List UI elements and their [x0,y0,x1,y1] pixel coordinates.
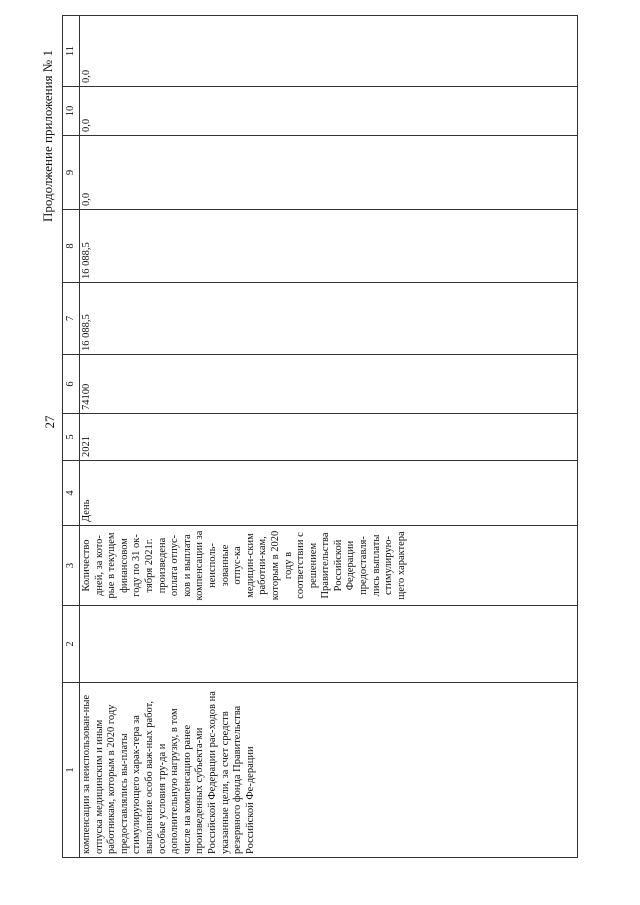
col-header-4: 4 [63,461,80,526]
col-header-8: 8 [63,210,80,283]
cell-col9: 0,0 [80,136,578,210]
col-header-3: 3 [63,526,80,606]
cell-col10: 0,0 [80,87,578,136]
col-header-5: 5 [63,414,80,461]
col-header-6: 6 [63,355,80,414]
table-row [80,16,578,858]
cell-indicator-name: компенсации за неиспользован-ные отпуска медицинским и иным работникам, которым в 2020 году предоставлялись вы-платы стимулирующего харак-тера за выполнение особо важ-ных работ, особые условия тру-да и дополнительную нагрузку, в том числе на компенсацию ранее произведенных субъекта-ми Российской Федерации рас-ходов на указанные цели, за счет средств резервного фонда Правительства Российской Фе-дерации [80,683,578,858]
col-header-11: 11 [63,16,80,87]
col-header-7: 7 [63,283,80,355]
cell-col6: 74100 [80,355,578,414]
cell-year: 2021 [80,414,578,461]
data-table [62,15,578,858]
cell-col7: 16 088,5 [80,283,578,355]
col-header-9: 9 [63,136,80,210]
col-header-1: 1 [63,683,80,858]
table-container [62,16,578,858]
continuation-label: Продолжение приложения № 1 [40,50,55,222]
page-number: 27 [42,415,57,429]
col-header-10: 10 [63,87,80,136]
cell-indicator-description: Количество дней, за кото-рые в текущем финансовом году по 31 ок-тября 2021г. произведена оплата отпус-ков и выплата компенсации за неисполь-зованные отпус-ка медицин-ским работни-кам, которым в 2020 году в соответствии с решением Правительства Российской Федерации предоставля-лись выплаты стимулирую-щего характера [80,526,578,606]
col-header-2: 2 [63,606,80,683]
header-row [63,16,80,858]
cell-unit: День [80,461,578,526]
cell-col2 [80,606,578,683]
cell-col8: 16 088,5 [80,210,578,283]
cell-col11: 0,0 [80,16,578,87]
